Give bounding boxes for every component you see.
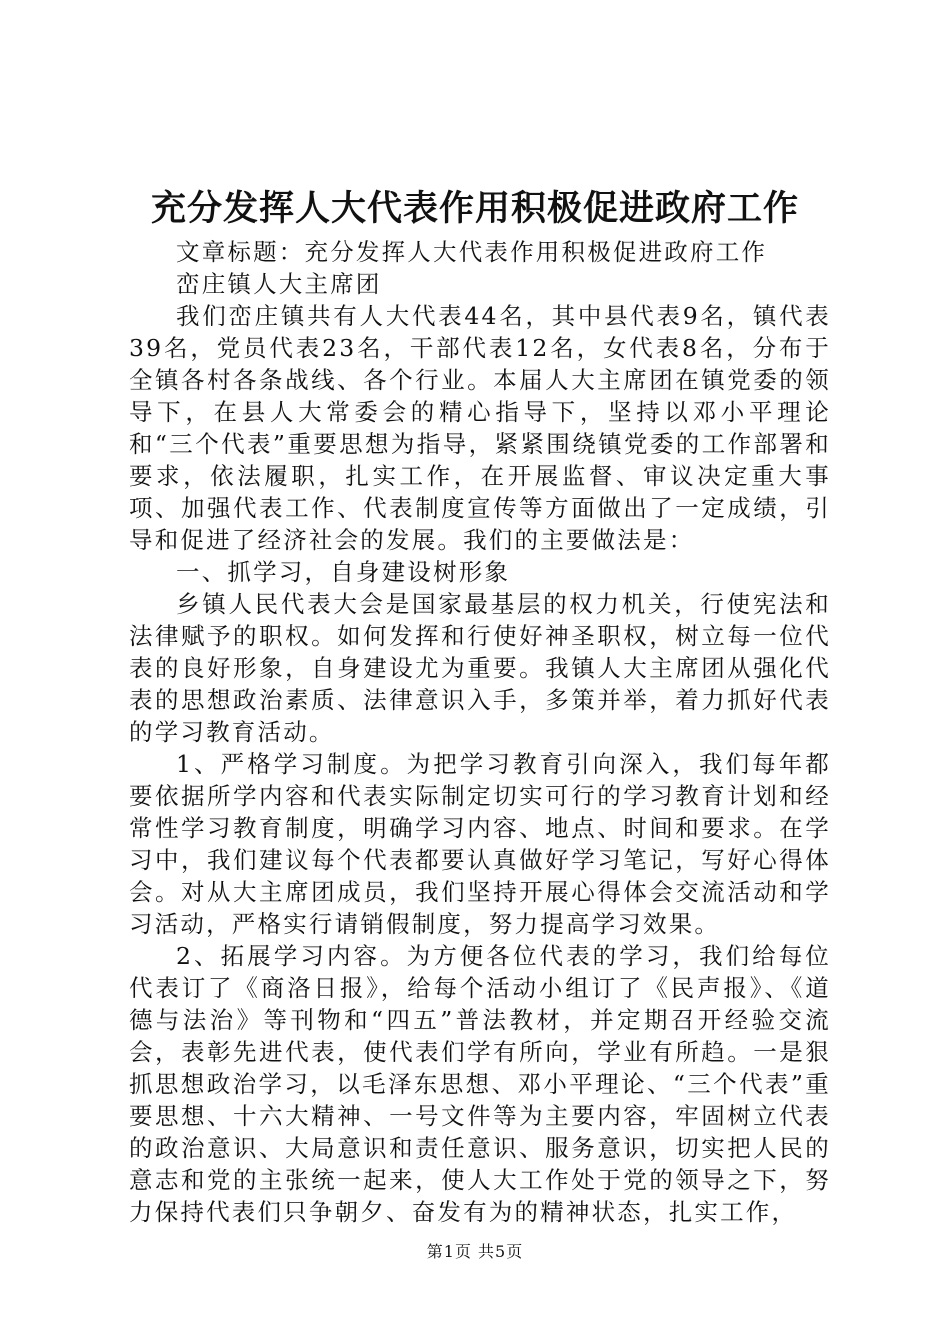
paragraph-intro: 我们峦庄镇共有人大代表44名，其中县代表9名，镇代表39名，党员代表23名，干部代表12名，女代表8名，分布于全镇各村各条战线、各个行业。本届人大主席团在镇党委的领导下，在县人大常委会的精心指导下，坚持以邓小平理论和“三个代表”重要思想为指导，紧紧围绕镇党委的工作部署和要求，依法履职，扎实工作，在开展监督、审议决定重大事项、加强代表工作、代表制度宣传等方面做出了一定成绩，引导和促进了经济社会的发展。我们的主要做法是： <box>129 302 831 554</box>
paragraph-author: 峦庄镇人大主席团 <box>176 270 382 298</box>
page-number-footer: 第1页 共5页 <box>426 1242 524 1261</box>
paragraph-item-2: 2、拓展学习内容。为方便各位代表的学习，我们给每位代表订了《商洛日报》，给每个活动小组订了《民声报》、《道德与法治》等刊物和“四五”普法教材，并定期召开经验交流会，表彰先进代表，使代表们学有所向，学业有所趋。一是狠抓思想政治学习，以毛泽东思想、邓小平理论、“三个代表”重要思想、十六大精神、一号文件等为主要内容，牢固树立代表的政治意识、大局意识和责任意识、服务意识，切实把人民的意志和党的主张统一起来，使人大工作处于党的领导之下，努力保持代表们只争朝夕、奋发有为的精神状态，扎实工作， <box>129 942 831 1226</box>
paragraph-item-1: 1、严格学习制度。为把学习教育引向深入，我们每年都要依据所学内容和代表实际制定切实可行的学习教育计划和经常性学习教育制度，明确学习内容、地点、时间和要求。在学习中，我们建议每个代表都要认真做好学习笔记，写好心得体会。对从大主席团成员，我们坚持开展心得体会交流活动和学习活动，严格实行请销假制度，努力提高学习效果。 <box>129 750 831 938</box>
document-body <box>129 236 831 1228</box>
document-title: 充分发挥人大代表作用积极促进政府工作 <box>150 188 799 229</box>
section-heading-1: 一、抓学习，自身建设树形象 <box>176 558 511 586</box>
paragraph-section-1: 乡镇人民代表大会是国家最基层的权力机关，行使宪法和法律赋予的职权。如何发挥和行使好神圣职权，树立每一位代表的良好形象，自身建设尤为重要。我镇人大主席团从强化代表的思想政治素质、法律意识入手，多策并举，着力抓好代表的学习教育活动。 <box>129 590 831 746</box>
paragraph-article-title: 文章标题：充分发挥人大代表作用积极促进政府工作 <box>176 238 768 266</box>
